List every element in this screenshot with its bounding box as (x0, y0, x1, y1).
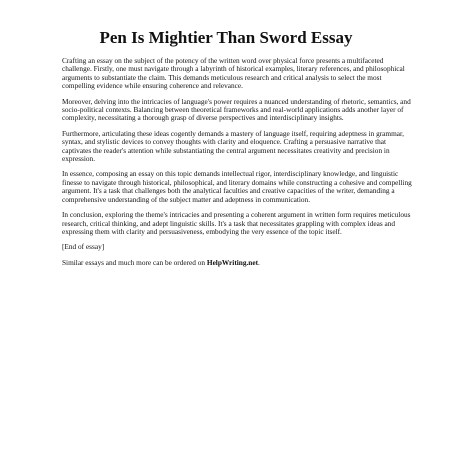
footer-suffix: . (258, 257, 260, 267)
essay-paragraph-1: Crafting an essay on the subject of the potency of the written word over physical force presents a multifaceted challenge. Firstly, one must navigate through a labyrinth of historical examples, literary references, and philosophical arguments to substantiate the claim. This demands meticulous research and critical analysis to select the most compelling evidence while ensuring coherence and relevance. (62, 56, 405, 91)
end-of-essay-marker: [End of essay] (62, 242, 105, 252)
helpwriting-link[interactable]: HelpWriting.net (206, 257, 259, 267)
essay-paragraph-2: Moreover, delving into the intricacies of language's power requires a nuanced understanding of rhetoric, semantics, and socio-political contexts. Balancing between theoretical frameworks and real-world applications adds another layer of complexity, necessitating a thorough grasp of diverse perspectives and interdisciplinary insights. (62, 96, 411, 123)
essay-body (62, 57, 414, 267)
footer-prefix: Similar essays and much more can be ordered on (62, 257, 207, 267)
footer-note (62, 259, 414, 267)
essay-paragraph-5: In conclusion, exploring the theme's intricacies and presenting a coherent argument in written form requires meticulous research, critical thinking, and adept linguistic skills. It's a task that necessitates grappling with complex ideas and expressing them with clarity and persuasiveness, embodying the very essence of the topic itself. (62, 210, 411, 236)
essay-paragraph-4: In essence, composing an essay on this topic demands intellectual rigor, interdisciplinary knowledge, and linguistic finesse to navigate through historical, philosophical, and literary domains while constructing a cohesive and compelling argument. It's a task that challenges both the analytical faculties and creative capacities of the writer, demanding a comprehensive understanding of the subject matter and adeptness in communication. (62, 169, 412, 204)
essay-title: Pen Is Mightier Than Sword Essay (99, 28, 353, 47)
essay-paragraph-3: Furthermore, articulating these ideas cogently demands a mastery of language itself, requiring adeptness in grammar, syntax, and stylistic devices to convey thoughts with clarity and eloquence. Crafting a persuasive narrative that captivates the reader's attention while substantiating the central argument necessitates creativity and precision in expression. (62, 128, 404, 164)
